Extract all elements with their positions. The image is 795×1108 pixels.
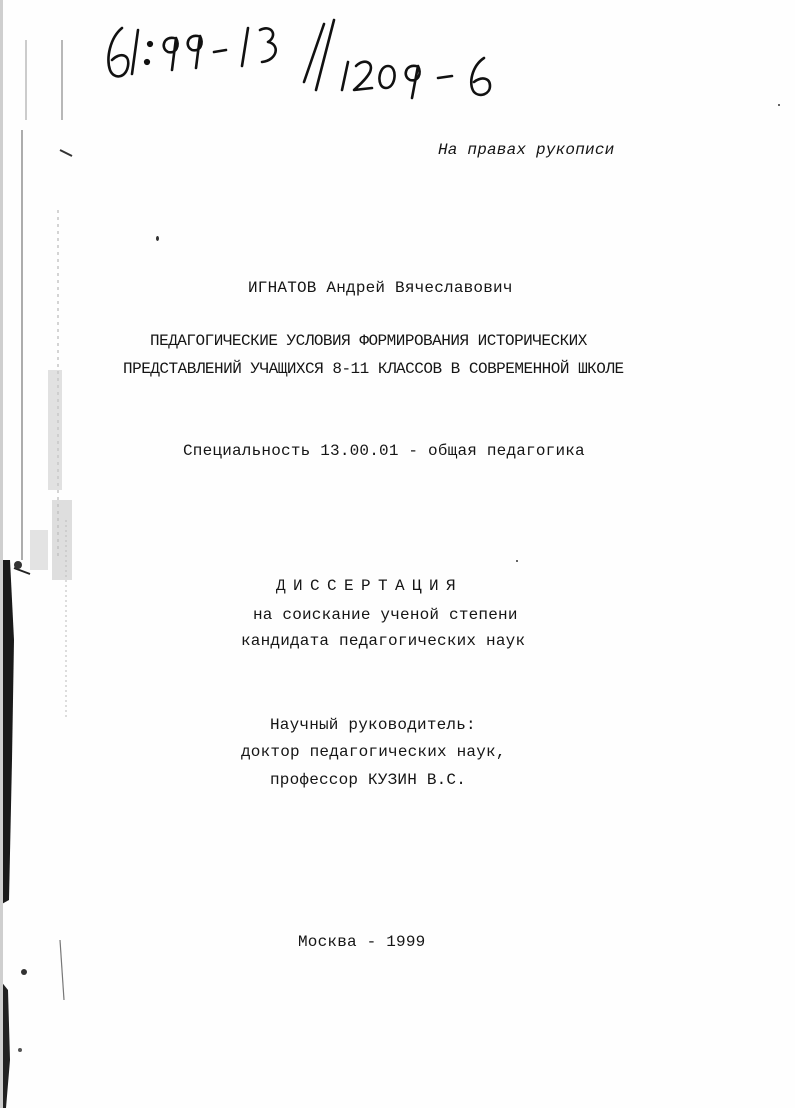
place-and-year: Москва - 1999 <box>298 933 426 951</box>
rights-note: На правах рукописи <box>438 141 615 159</box>
supervisor-degree: доктор педагогических наук, <box>241 743 506 761</box>
scan-speck <box>778 104 780 106</box>
handwritten-archive-code <box>102 8 522 108</box>
dissertation-heading: ДИССЕРТАЦИЯ <box>276 577 464 595</box>
dissertation-title-line-2: ПРЕДСТАВЛЕНИЙ УЧАЩИХСЯ 8-11 КЛАССОВ В СОВРЕМЕННОЙ ШКОЛЕ <box>123 360 624 378</box>
scan-binding-edge <box>0 0 80 1108</box>
degree-line-1: на соискание ученой степени <box>253 606 518 624</box>
scan-speck <box>156 236 159 241</box>
scan-speck <box>516 560 518 562</box>
degree-line-2: кандидата педагогических наук <box>241 632 526 650</box>
supervisor-label: Научный руководитель: <box>270 716 476 734</box>
supervisor-name: профессор КУЗИН В.С. <box>270 771 467 789</box>
dissertation-title-line-1: ПЕДАГОГИЧЕСКИЕ УСЛОВИЯ ФОРМИРОВАНИЯ ИСТОРИЧЕСКИХ <box>150 332 587 350</box>
author-name: ИГНАТОВ Андрей Вячеславович <box>248 279 513 297</box>
specialty-line: Специальность 13.00.01 - общая педагогика <box>183 442 585 460</box>
